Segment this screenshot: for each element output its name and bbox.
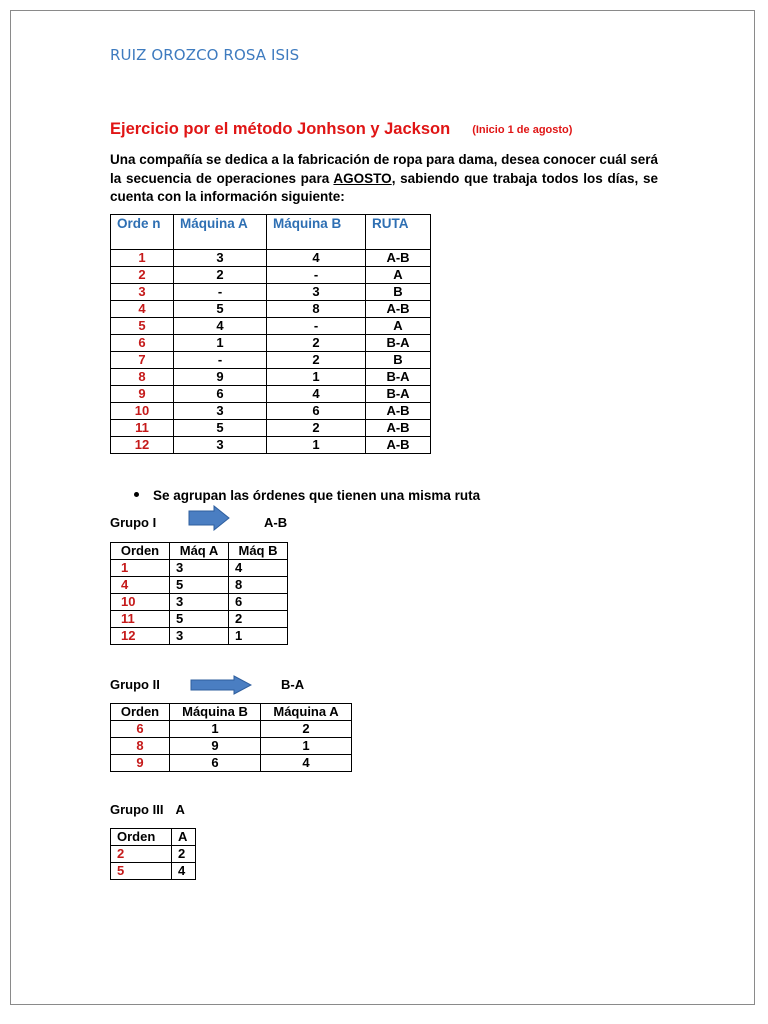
machine-b-cell: 2 [267, 335, 366, 352]
machine-a-cell: 5 [170, 611, 229, 628]
machine-b-cell: 6 [170, 755, 261, 772]
machine-b-cell: 4 [229, 560, 288, 577]
route-cell: A-B [366, 301, 431, 318]
route-cell: A-B [366, 250, 431, 267]
machine-a-cell: 3 [174, 403, 267, 420]
machine-a-cell: 4 [172, 863, 196, 880]
machine-b-cell: 2 [267, 352, 366, 369]
group3-label: Grupo III [110, 802, 164, 817]
route-cell: A-B [366, 437, 431, 454]
machine-a-cell: 6 [174, 386, 267, 403]
group2-label: Grupo II [110, 677, 160, 692]
table-row [111, 863, 196, 880]
arrow-right-icon [188, 505, 230, 531]
table-row [111, 420, 431, 437]
table-row [111, 250, 431, 267]
g3-header-orden: Orden [111, 829, 172, 846]
machine-a-cell: 4 [174, 318, 267, 335]
table-row [111, 301, 431, 318]
header-maquina-b: Máquina B [267, 215, 366, 250]
table-row [111, 318, 431, 335]
machine-b-cell: 4 [267, 386, 366, 403]
machine-a-cell: 9 [174, 369, 267, 386]
arrow-right-icon [190, 675, 252, 695]
machine-a-cell: 5 [174, 301, 267, 318]
order-number-cell: 6 [111, 335, 174, 352]
grouping-bullet [134, 488, 480, 503]
table-row [111, 611, 288, 628]
order-number-cell: 4 [111, 301, 174, 318]
group1-table-header [111, 543, 288, 560]
machine-b-cell: 8 [267, 301, 366, 318]
g3-header-a: A [172, 829, 196, 846]
table-row [111, 267, 431, 284]
problem-statement [110, 151, 658, 207]
route-cell: B [366, 352, 431, 369]
order-number-cell: 12 [111, 437, 174, 454]
table-row [111, 386, 431, 403]
g2-header-maquina-b: Máquina B [170, 704, 261, 721]
exercise-title [110, 120, 572, 139]
intro-text-start: Una compañía se dedica a la fabricación de ropa para dama, desea conocer cuál será la secuencia de operaciones para [110, 152, 658, 186]
header-orden: Orde n [111, 215, 174, 250]
machine-a-cell: 1 [174, 335, 267, 352]
machine-a-cell: - [174, 352, 267, 369]
machine-b-cell: - [267, 318, 366, 335]
g2-header-orden: Orden [111, 704, 170, 721]
order-number-cell: 12 [111, 628, 170, 645]
g1-header-orden: Orden [111, 543, 170, 560]
route-cell: A-B [366, 403, 431, 420]
intro-month: AGOSTO [333, 170, 392, 186]
order-number-cell: 9 [111, 386, 174, 403]
table-row [111, 560, 288, 577]
group2-table [110, 703, 352, 772]
order-number-cell: 3 [111, 284, 174, 301]
machine-b-cell: 1 [170, 721, 261, 738]
machine-b-cell: 6 [229, 594, 288, 611]
group1-route: A-B [264, 515, 288, 530]
machine-a-cell: - [174, 284, 267, 301]
group3-table-body [111, 846, 196, 880]
route-cell: B-A [366, 335, 431, 352]
g1-header-maq-b: Máq B [229, 543, 288, 560]
order-number-cell: 8 [111, 738, 170, 755]
group2-table-header [111, 704, 352, 721]
header-ruta: RUTA [366, 215, 431, 250]
table-row [111, 284, 431, 301]
table-row [111, 628, 288, 645]
group3-table [110, 828, 196, 880]
group3-table-header [111, 829, 196, 846]
machine-b-cell: 9 [170, 738, 261, 755]
machine-b-cell: 1 [267, 369, 366, 386]
order-number-cell: 6 [111, 721, 170, 738]
route-cell: B [366, 284, 431, 301]
machine-b-cell: 6 [267, 403, 366, 420]
machine-b-cell: 1 [267, 437, 366, 454]
machine-a-cell: 2 [172, 846, 196, 863]
order-number-cell: 2 [111, 846, 172, 863]
group1-label: Grupo I [110, 515, 157, 530]
machine-a-cell: 2 [261, 721, 352, 738]
order-number-cell: 2 [111, 267, 174, 284]
order-number-cell: 8 [111, 369, 174, 386]
group3-heading [110, 802, 185, 817]
table-row [111, 335, 431, 352]
order-number-cell: 1 [111, 560, 170, 577]
table-row [111, 755, 352, 772]
machine-b-cell: 4 [267, 250, 366, 267]
order-number-cell: 4 [111, 577, 170, 594]
intro-text-end: , sabiendo que trabaja todos los días, se cuenta con la información siguiente: [110, 170, 658, 204]
machine-a-cell: 4 [261, 755, 352, 772]
table-row [111, 369, 431, 386]
order-number-cell: 5 [111, 318, 174, 335]
route-cell: A [366, 318, 431, 335]
route-cell: A-B [366, 420, 431, 437]
machine-a-cell: 3 [170, 560, 229, 577]
group1-table-body [111, 560, 288, 645]
machine-b-cell: 2 [229, 611, 288, 628]
machine-b-cell: 8 [229, 577, 288, 594]
header-maquina-a: Máquina A [174, 215, 267, 250]
orders-table [110, 214, 431, 454]
table-row [111, 437, 431, 454]
table-row [111, 577, 288, 594]
table-row [111, 352, 431, 369]
g2-header-maquina-a: Máquina A [261, 704, 352, 721]
bullet-dot [134, 492, 139, 497]
table-row [111, 594, 288, 611]
order-number-cell: 11 [111, 611, 170, 628]
route-cell: B-A [366, 386, 431, 403]
machine-a-cell: 5 [174, 420, 267, 437]
machine-b-cell: 2 [267, 420, 366, 437]
machine-a-cell: 3 [170, 628, 229, 645]
group3-route: A [175, 802, 185, 817]
route-cell: A [366, 267, 431, 284]
author-name: RUIZ OROZCO ROSA ISIS [110, 46, 300, 64]
order-number-cell: 5 [111, 863, 172, 880]
table-row [111, 403, 431, 420]
order-number-cell: 11 [111, 420, 174, 437]
machine-a-cell: 2 [174, 267, 267, 284]
g1-header-maq-a: Máq A [170, 543, 229, 560]
group2-table-body [111, 721, 352, 772]
exercise-title-text: Ejercicio por el método Jonhson y Jackson [110, 120, 451, 138]
order-number-cell: 1 [111, 250, 174, 267]
machine-b-cell: - [267, 267, 366, 284]
order-number-cell: 10 [111, 594, 170, 611]
table-row [111, 738, 352, 755]
order-number-cell: 10 [111, 403, 174, 420]
route-cell: B-A [366, 369, 431, 386]
group2-route: B-A [281, 677, 305, 692]
machine-a-cell: 3 [174, 250, 267, 267]
machine-b-cell: 3 [267, 284, 366, 301]
order-number-cell: 9 [111, 755, 170, 772]
machine-a-cell: 5 [170, 577, 229, 594]
machine-a-cell: 1 [261, 738, 352, 755]
table-row [111, 846, 196, 863]
order-number-cell: 7 [111, 352, 174, 369]
start-date-note: (Inicio 1 de agosto) [472, 124, 573, 136]
machine-a-cell: 3 [170, 594, 229, 611]
orders-table-header [111, 215, 431, 250]
group1-table [110, 542, 288, 645]
table-row [111, 721, 352, 738]
machine-a-cell: 3 [174, 437, 267, 454]
machine-b-cell: 1 [229, 628, 288, 645]
grouping-bullet-text: Se agrupan las órdenes que tienen una misma ruta [153, 488, 481, 503]
orders-table-body [111, 250, 431, 454]
